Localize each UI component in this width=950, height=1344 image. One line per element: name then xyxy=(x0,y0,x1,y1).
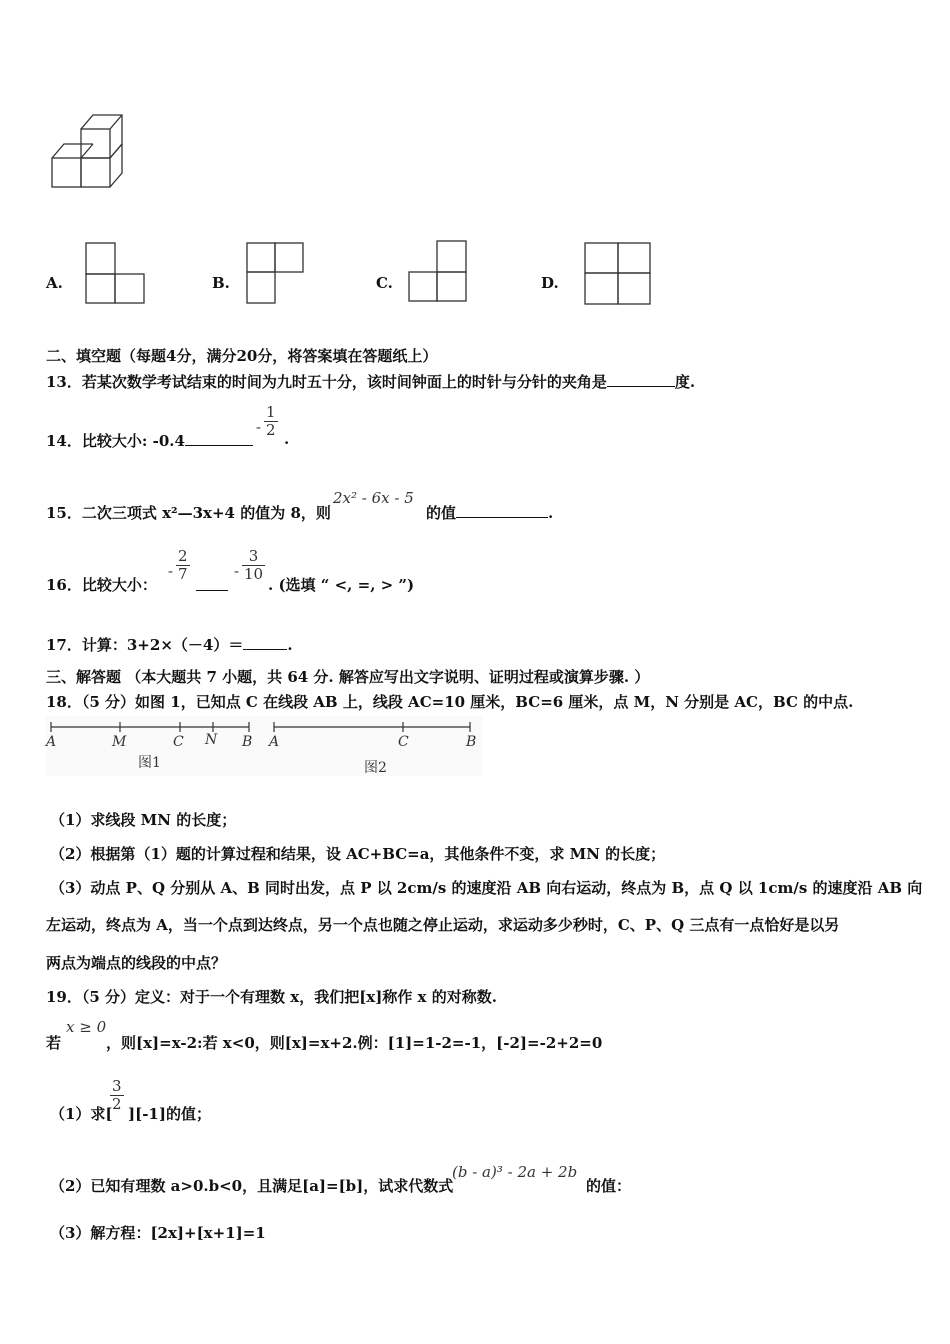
question-18: 18．（5 分）如图 1，已知点 C 在线段 AB 上，线段 AC=10 厘米，BC=6 厘米，点 M，N 分别是 AC，BC 的中点. xyxy=(46,693,854,711)
option-c-label: C. xyxy=(376,274,393,292)
option-a-label: A. xyxy=(46,274,63,292)
fig2-caption: 图2 xyxy=(364,760,387,776)
q16-answer-blank[interactable] xyxy=(196,574,228,591)
q14-numerator: 1 xyxy=(266,403,276,421)
q14-minus: - xyxy=(256,418,262,436)
q19-part-3: （3）解方程：[2x]+[x+1]=1 xyxy=(50,1224,266,1242)
fig1-label-a: A xyxy=(46,734,57,750)
q19-part-2-expression: (b - a)³ - 2a + 2b xyxy=(452,1163,578,1181)
q19-part-2-prefix: （2）已知有理数 a>0.b<0，且满足[a]=[b]，试求代数式 xyxy=(50,1177,454,1195)
q16-numerator-1: 2 xyxy=(178,547,188,565)
q16-denominator-1: 7 xyxy=(178,564,188,583)
q18-part-2: （2）根据第（1）题的计算过程和结果，设 AC+BC=a，其他条件不变，求 MN 的长度； xyxy=(50,845,666,863)
q15-suffix: 的值 xyxy=(426,504,457,522)
q18-part-3-line-1: （3）动点 P、Q 分别从 A、B 同时出发，点 P 以 2cm/s 的速度沿 AB 向右运动，终点为 B，点 Q 以 1cm/s 的速度沿 AB 向 xyxy=(50,879,923,897)
q19-def-prefix: 若 xyxy=(46,1034,62,1052)
q16-numerator-2: 3 xyxy=(248,547,259,565)
q16-text: 16．比较大小： xyxy=(46,576,157,594)
section3-heading: 三、解答题 （本大题共 7 小题，共 64 分. 解答应写出文字说明、证明过程或演算步骤. ） xyxy=(46,668,650,686)
fig2-label-b: B xyxy=(466,734,477,750)
option-d-label: D. xyxy=(541,274,559,292)
question-19: 19．（5 分）定义：对于一个有理数 x，我们把[x]称作 x 的对称数. xyxy=(46,988,497,1006)
q15-end: . xyxy=(548,504,554,522)
q16-minus-2: - xyxy=(234,562,240,580)
q17-end: . xyxy=(287,636,293,654)
q17-text: 17．计算：3+2×（－4）＝ xyxy=(46,636,244,654)
fig2-label-a: A xyxy=(269,734,280,750)
fig1-label-b: B xyxy=(242,734,253,750)
q14-text: 14．比较大小: -0.4 xyxy=(46,432,185,450)
fig1-label-c: C xyxy=(173,734,184,750)
q19-part-1-numerator: 3 xyxy=(112,1077,122,1095)
q16-fraction-2 xyxy=(242,548,265,582)
fig1-caption: 图1 xyxy=(138,755,161,771)
q15-text: 15．二次三项式 x²—3x+4 的值为 8，则 xyxy=(46,504,331,522)
fig1-label-n: N xyxy=(205,732,218,748)
q13-text: 13．若某次数学考试结束的时间为九时五十分，该时间钟面上的时针与分针的夹角是 xyxy=(46,373,607,391)
q16-minus-1: - xyxy=(168,562,174,580)
fig2-label-c: C xyxy=(398,734,409,750)
q19-part-1-fraction xyxy=(110,1078,124,1112)
option-b-label: B. xyxy=(212,274,230,292)
q19-part-1-denominator: 2 xyxy=(112,1094,122,1113)
option-c-figure xyxy=(408,240,470,304)
q16-fraction-1 xyxy=(176,548,190,582)
q19-def-condition: x ≥ 0 xyxy=(66,1018,107,1036)
q19-def-rest: ，则[x]=x-2:若 x<0，则[x]=x+2.例：[1]=1-2=-1，[-2]=-2+2=0 xyxy=(106,1034,603,1052)
q14-denominator: 2 xyxy=(266,420,276,439)
q13-answer-blank[interactable] xyxy=(607,386,675,387)
q14-answer-blank[interactable] xyxy=(185,445,253,446)
option-d-figure xyxy=(584,242,654,308)
q15-answer-blank[interactable] xyxy=(456,517,548,518)
fig1-label-m: M xyxy=(112,734,127,750)
q15-tail xyxy=(426,502,553,523)
question-15 xyxy=(46,502,331,523)
question-17 xyxy=(46,634,293,655)
option-a-figure xyxy=(85,242,147,306)
q18-part-1: （1）求线段 MN 的长度； xyxy=(50,811,237,829)
q14-fraction xyxy=(264,404,278,438)
q18-part-3-line-2: 左运动，终点为 A，当一个点到达终点，另一个点也随之停止运动，求运动多少秒时，C、P、Q 三点有一点恰好是以另 xyxy=(46,916,840,934)
q17-answer-blank[interactable] xyxy=(243,649,287,650)
q18-part-3-line-3: 两点为端点的线段的中点？ xyxy=(46,954,227,972)
section2-heading: 二、填空题（每题4分，满分20分，将答案填在答题纸上） xyxy=(46,347,438,365)
q16-suffix: . (选填 “ <, =, > ”) xyxy=(268,576,415,594)
q19-part-1-rest: ][-1]的值； xyxy=(128,1105,211,1123)
q19-part-2-suffix: 的值： xyxy=(586,1177,632,1195)
q15-expression: 2x² - 6x - 5 xyxy=(333,489,414,507)
question-14 xyxy=(46,430,253,451)
q16-denominator-2: 10 xyxy=(244,564,264,583)
question-13 xyxy=(46,371,695,392)
question-16 xyxy=(46,574,157,595)
option-b-figure xyxy=(246,242,308,306)
cube-stack-figure xyxy=(40,100,140,195)
q13-suffix: 度. xyxy=(674,373,696,391)
q19-part-1-prefix: （1）求[ xyxy=(50,1105,113,1123)
q14-end: . xyxy=(284,430,290,448)
